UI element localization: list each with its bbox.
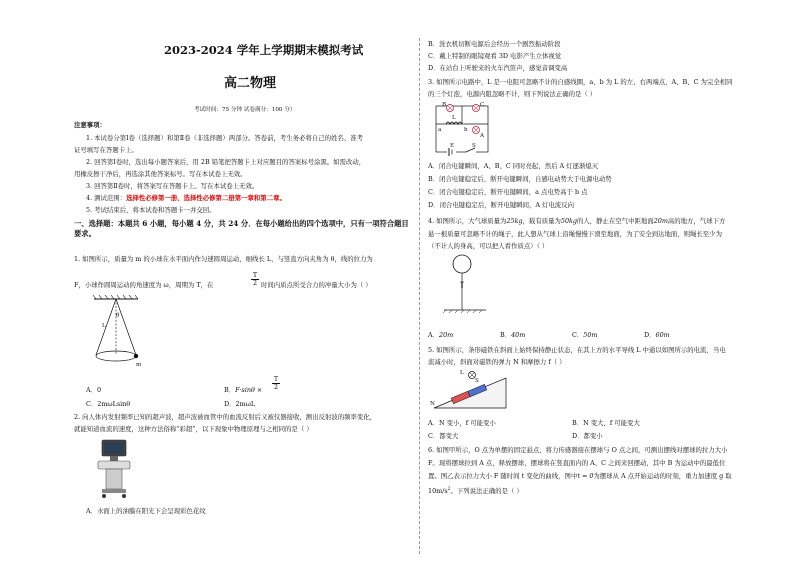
q6-line1: 6. 如图甲所示，O 点为单摆的固定悬点，将力传感器接在摆球与 O 点之间，可测出摆线对摆球的拉力大小: [428, 446, 728, 454]
exam-title: 2023-2024 学年上学期期末模拟考试: [164, 43, 364, 57]
q2-option-b: B．洗衣机切断电源后会经历一个剧烈振动阶段: [428, 40, 561, 48]
q1-line2-end: 时间内质点所受合力的冲量大小为（ ）: [261, 281, 372, 289]
q3-option-b: B．闭合电键稳定后，断开电键瞬间，自感电动势大于电源电动势: [428, 175, 612, 183]
note-1a: 1. 本试卷分第Ⅰ卷（选择题）和第Ⅱ卷（非选择题）两部分。答卷前，考生务必将自己的姓名、准考: [86, 134, 364, 142]
q1-fig-m: m: [136, 362, 142, 368]
q3-line2: 的三个灯泡，电源内阻忽略不计，则下列说法正确的是（ ）: [428, 90, 597, 98]
q6-line4: $10m/s^2$。下列说法正确的是（ ）: [428, 487, 523, 496]
q1-line1: 1. 如图所示，质量为 m 的小球在水平面内作匀速圆周运动，细线长 L，与竖直方向夹角为 θ，线的拉力为: [74, 255, 373, 263]
q5-option-c: C．都变大: [428, 432, 459, 440]
q5-option-b: B．N 变大，f 可能变大: [572, 419, 640, 427]
q1-line2: F，小球作圆周运动的角速度为 ω，周期为 T，在: [74, 281, 214, 289]
q5-fig-S: S: [475, 378, 479, 384]
exam-info: 考试时间：75 分钟 试卷满分：100 分）: [194, 107, 296, 113]
q4-option-b: B．40m: [500, 331, 526, 339]
q5-fig-N: N: [430, 401, 435, 407]
q3-fig-E: E: [450, 143, 455, 149]
q3-option-a: A．闭合电键瞬间，A、B、C 同时亮起，然后 A 灯逐渐熄灭: [428, 162, 599, 170]
q3-fig-A: A: [480, 133, 485, 139]
section-1-heading: 一、选择题：本题共 6 小题，每小题 4 分，共 24 分．在每小题给出的四个选项中，只有一项符合题目要求。: [74, 219, 409, 238]
q4-line1: 4. 如图所示，大气球质量为25kg，载有质量为50kg的人，静止在空气中距地面20m高的地方，气球下方: [428, 217, 726, 225]
q2-option-d: D．在站台上听驶来的火车汽笛声，感觉音调变高: [428, 64, 568, 72]
q4-line3: （不计人的身高，可以把人看作质点）（ ）: [428, 242, 549, 250]
q4-option-d: D．60m: [644, 331, 670, 339]
q3-option-c: C．闭合电键稳定后，断开电键瞬间，a 点电势高于 b 点: [428, 188, 588, 196]
q1-option-d: D．2mωL: [224, 400, 256, 408]
q5-option-d: D．都变小: [572, 432, 603, 440]
q2-line1: 2. 向人体内发射频率已知的超声波，超声波被血管中的血流反射后又被仪器接收，测出反射波的频率变化，: [74, 413, 377, 421]
q3-fig-L: L: [452, 115, 456, 121]
note-4-label: 4. 测试范围：: [86, 194, 127, 202]
q3-fig-B: B: [442, 102, 447, 108]
note-3: 3. 回答第Ⅱ卷时，将答案写在答题卡上。写在本试卷上无效。: [86, 182, 259, 190]
q3-line1: 3. 如图所示电路中，L 是一电阻可忽略不计的自感线圈，a、b 为 L 的左、右两端点，A、B、C 为完全相同: [428, 78, 733, 86]
q5-fig-L: L: [460, 370, 464, 376]
balloon-figure: [442, 252, 492, 314]
magnet-incline-figure: [432, 368, 512, 412]
q2-line2: 就能知道血流的速度，这种方法俗称“彩超”，以下现象中物理原理与之相同的是（ ）: [74, 425, 313, 433]
q6-line3: 置。图乙表示拉力大小 F 随时间 t 变化的曲线，图中t = 0为摆球从 A 点开始运动的时刻，重力加速度 g 取: [428, 472, 732, 480]
q1-option-b: B．F·sinθ ×: [224, 386, 263, 394]
column-divider: [419, 38, 420, 554]
q6-line2: F。现将摆球拉到 A 点，释放摆球，摆球将在竖直面内的 A、C 之间来回摆动，其中 B 为运动中的最低位: [428, 459, 726, 467]
note-5: 5. 考试结束后，将本试卷和答题卡一并交回。: [86, 206, 216, 214]
q2-option-c: C．戴上特制的眼镜观看 3D 电影产生立体视觉: [428, 52, 562, 60]
subject-title: 高二物理: [224, 76, 277, 91]
note-1b: 证号填写在答题卡上。: [74, 146, 138, 154]
note-2b: 用橡皮擦干净后，再选涂其他答案标号。写在本试卷上无效。: [74, 170, 247, 178]
q1-fig-theta: θ: [116, 313, 120, 319]
q1-option-c: C．2mωLsinθ: [86, 400, 131, 408]
q3-fig-b: b: [464, 127, 468, 133]
conical-pendulum-figure: [86, 295, 156, 375]
q1-fig-L: L: [102, 323, 106, 329]
note-4: [86, 194, 286, 202]
q3-fig-a: a: [438, 127, 442, 133]
notes-heading: 注意事项：: [74, 121, 106, 129]
q1-option-b-fraction: T 2: [273, 375, 279, 391]
q1-option-a: A．0: [86, 386, 102, 394]
q5-line2: 流减小时，斜面对磁铁的弹力 N 和摩擦力 f（ ）: [428, 358, 566, 366]
q3-fig-S: S: [472, 143, 476, 149]
q4-option-c: C．50m: [572, 331, 598, 339]
q5-line1: 5. 如图所示，条形磁铁在斜面上始终保持静止状态，在其上方的水平导线 L 中通以如图所示的电流，当电: [428, 346, 726, 354]
q4-option-a: A．20m: [428, 331, 454, 339]
note-2a: 2. 回答第Ⅰ卷时，选出每小题答案后，用 2B 铅笔把答题卡上对应题目的答案标号涂黑。如需改动，: [86, 158, 366, 166]
q3-option-d: D．闭合电键稳定后，断开电键瞬间，A 灯电流反向: [428, 201, 574, 209]
q3-fig-C: C: [480, 102, 485, 108]
q5-option-a: A．N 变小，f 可能变小: [428, 419, 496, 427]
test-scope: 选择性必修第一册、选择性必修第二册第一章和第二章。: [126, 194, 286, 202]
q4-line2: 悬一根质量可忽略不计的绳子，此人想从气球上沿绳慢慢下滑至地面，为了安全到达地面，则绳长至少为: [428, 230, 722, 238]
q1-fraction: T 2: [252, 271, 258, 287]
ultrasound-machine-figure: [94, 438, 134, 500]
q2-option-a: A．水面上的油膜在阳光下会呈现彩色花纹: [86, 507, 206, 515]
